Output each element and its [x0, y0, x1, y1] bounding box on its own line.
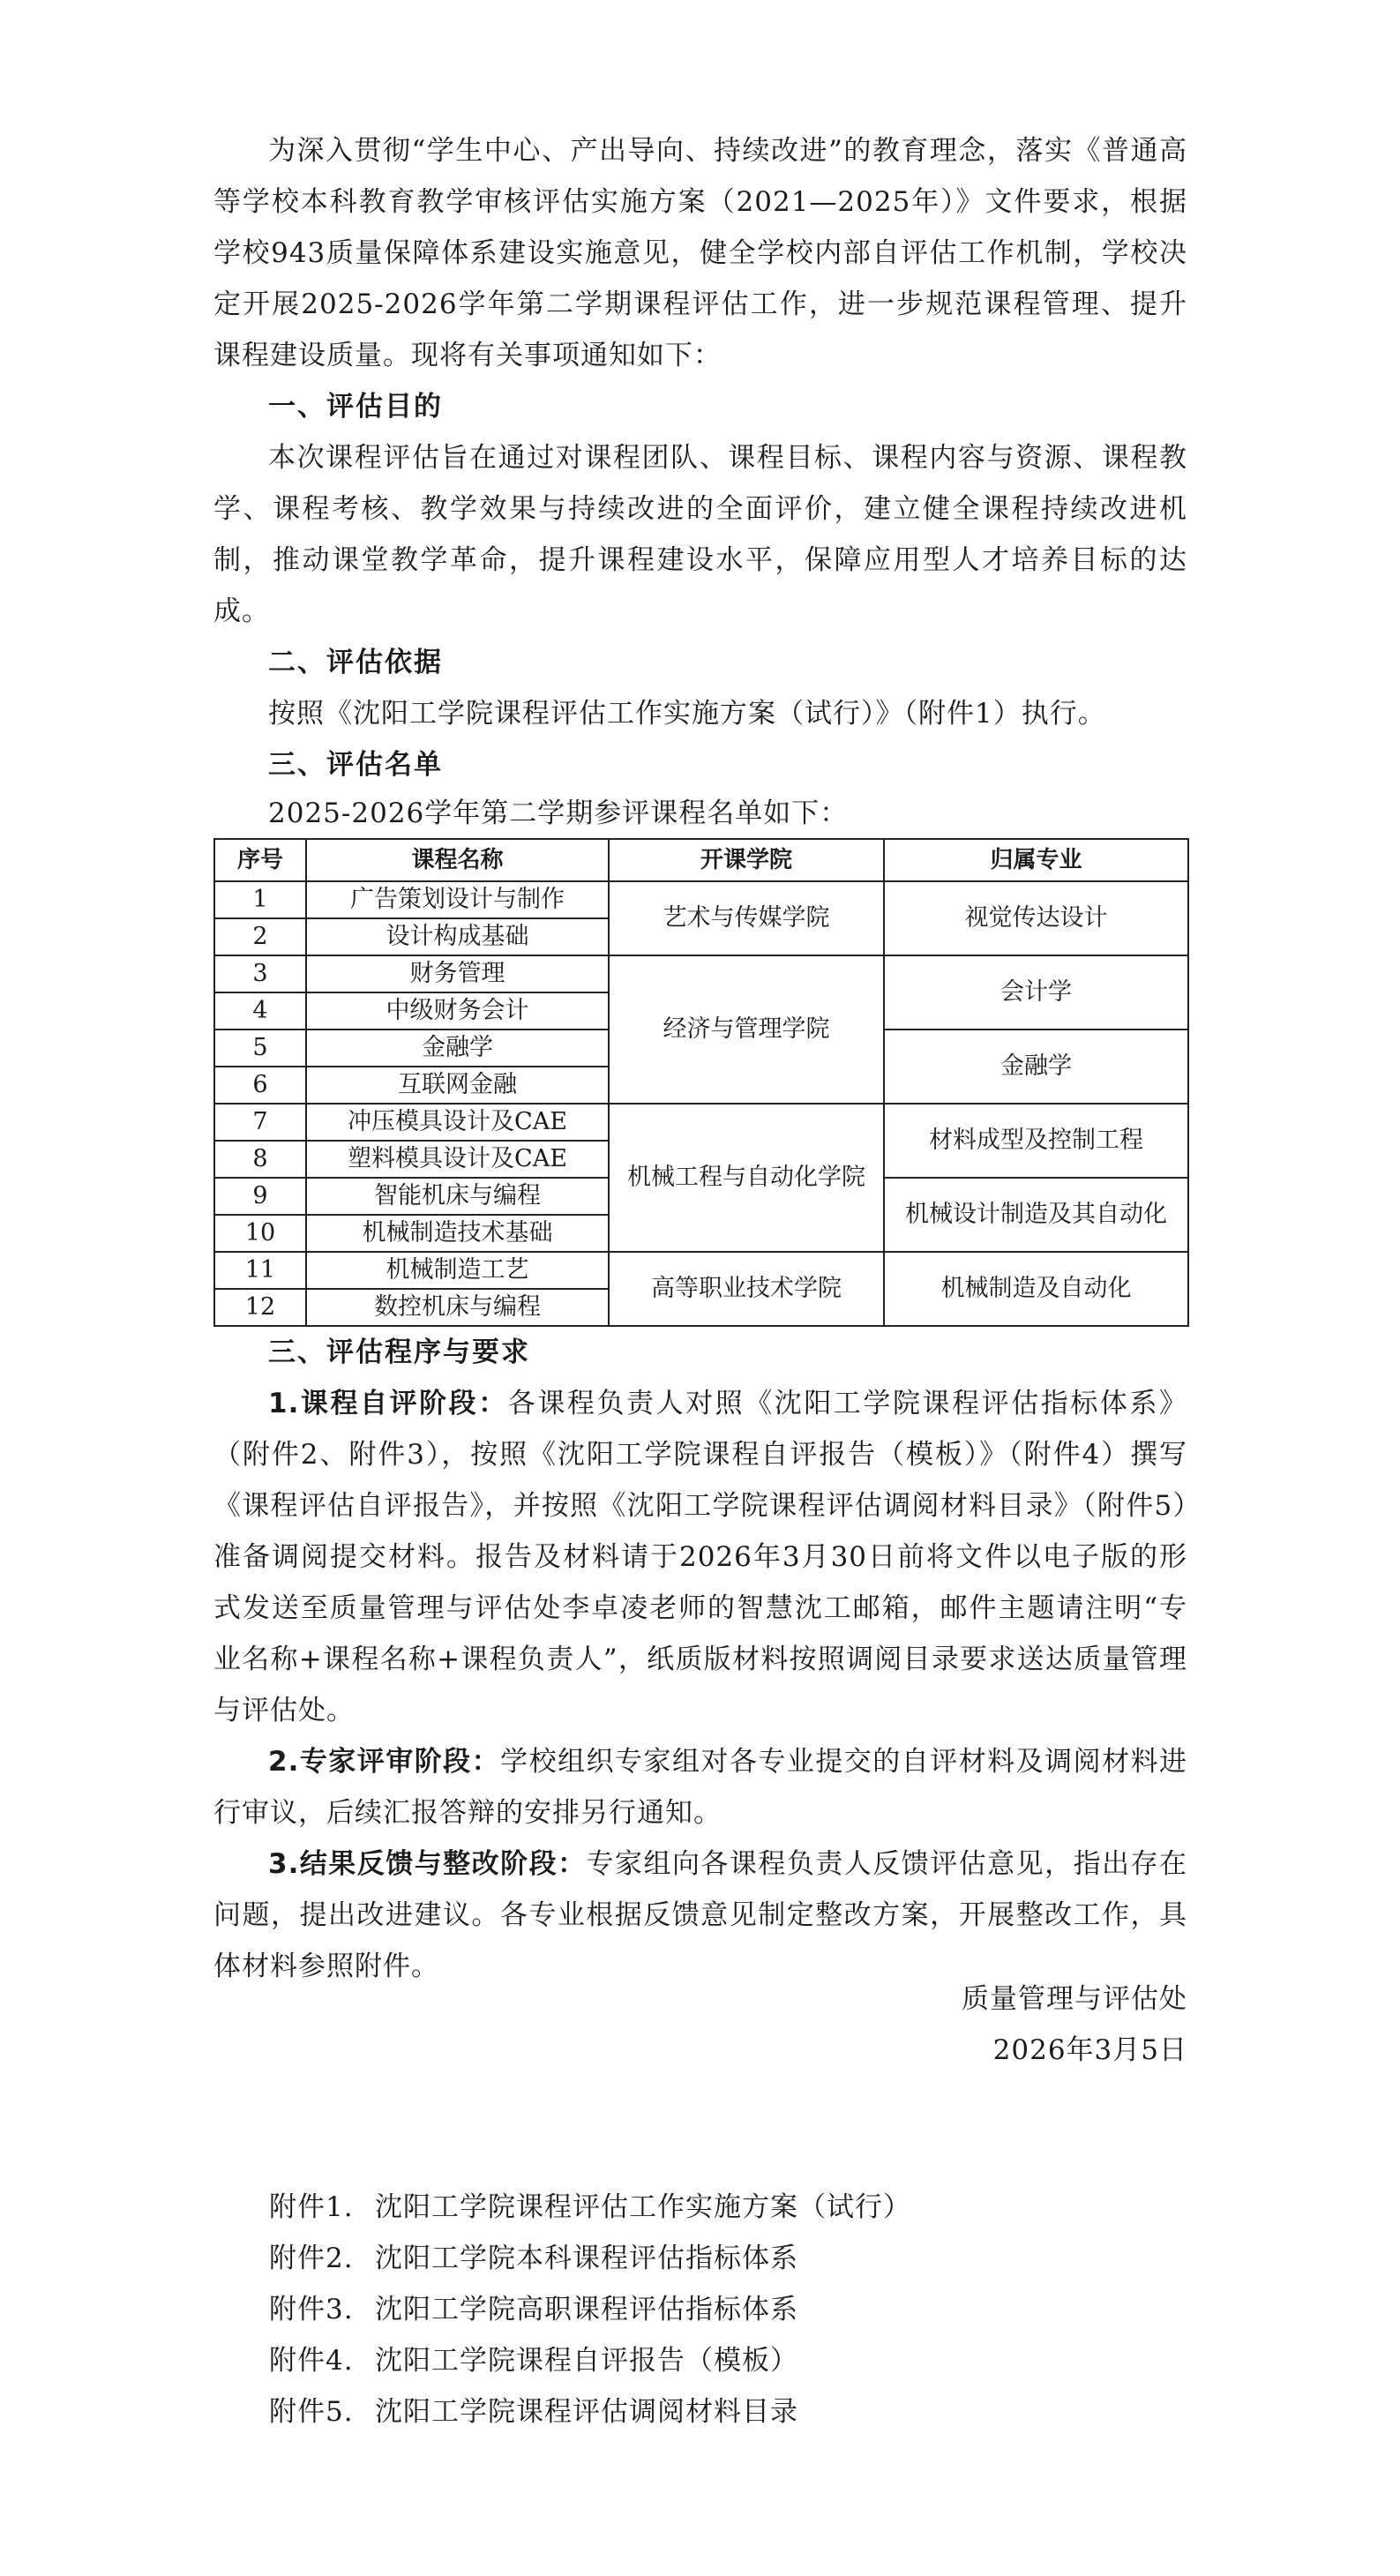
step-text: 各课程负责人对照《沈阳工学院课程评估指标体系》（附件2、附件3），按照《沈阳工学院课程自评报告（模板）》（附件4）撰写《课程评估自评报告》，并按照《沈阳工学院课程评估调阅材料目录》（附件5）准备调阅提交材料。报告及材料请于2026年3月30日前将文件以电子版的形式发送至质量管理与评估处李卓凌老师的智慧沈工邮箱，邮件主题请注明“专业名称+课程名称+课程负责人”，纸质版材料按照调阅目录要求送达质量管理与评估处。 — [213, 1388, 1187, 1726]
cell-no: 2 — [214, 918, 306, 955]
cell-course: 广告策划设计与制作 — [306, 881, 609, 918]
cell-course: 互联网金融 — [306, 1067, 609, 1104]
table-header-row — [214, 839, 1188, 881]
attachment-list — [269, 2182, 1063, 2437]
step-title: 1.课程自评阶段： — [268, 1388, 508, 1419]
attachment-item — [269, 2182, 1063, 2233]
signature-dept: 质量管理与评估处 — [962, 1983, 1187, 2015]
section-heading-list: 三、评估名单 — [268, 749, 443, 781]
cell-no: 4 — [214, 992, 306, 1030]
cell-no: 3 — [214, 955, 306, 992]
cell-major: 机械设计制造及其自动化 — [884, 1178, 1188, 1252]
cell-course: 中级财务会计 — [306, 992, 609, 1030]
notice-body — [213, 125, 1187, 1992]
step-title: 2.专家评审阶段： — [268, 1746, 501, 1778]
step-title: 3.结果反馈与整改阶段： — [268, 1848, 587, 1880]
table-row — [214, 955, 1188, 992]
header-course: 课程名称 — [306, 839, 609, 881]
table-row — [214, 1252, 1188, 1289]
cell-no: 7 — [214, 1104, 306, 1141]
attachment-label: 附件3. — [269, 2294, 354, 2325]
attachment-title: 沈阳工学院本科课程评估指标体系 — [375, 2243, 798, 2274]
step-paragraph-expert-review — [213, 1736, 1187, 1838]
course-table — [213, 838, 1189, 1327]
cell-course: 塑料模具设计及CAE — [306, 1141, 609, 1178]
cell-no: 8 — [214, 1141, 306, 1178]
cell-college: 机械工程与自动化学院 — [609, 1104, 884, 1252]
attachment-title: 沈阳工学院高职课程评估指标体系 — [375, 2294, 798, 2325]
section-heading-purpose: 一、评估目的 — [268, 391, 443, 423]
cell-course: 机械制造工艺 — [306, 1252, 609, 1289]
step-paragraph-feedback — [213, 1838, 1187, 1992]
section-heading-basis: 二、评估依据 — [268, 647, 443, 678]
cell-major: 会计学 — [884, 955, 1188, 1030]
signature-date: 2026年3月5日 — [992, 2034, 1187, 2066]
cell-course: 数控机床与编程 — [306, 1289, 609, 1326]
attachment-item — [269, 2284, 1063, 2335]
step-text: 专家组向各课程负责人反馈评估意见，指出存在问题，提出改进建议。各专业根据反馈意见制定整改方案，开展整改工作，具体材料参照附件。 — [213, 1848, 1187, 1982]
step-text: 学校组织专家组对各专业提交的自评材料及调阅材料进行审议，后续汇报答辩的安排另行通知。 — [213, 1746, 1187, 1829]
attachment-title: 沈阳工学院课程评估调阅材料目录 — [375, 2396, 798, 2428]
cell-major: 材料成型及控制工程 — [884, 1104, 1188, 1178]
cell-college: 高等职业技术学院 — [609, 1252, 884, 1326]
attachment-label: 附件5. — [269, 2396, 354, 2428]
attachment-item — [269, 2386, 1063, 2437]
cell-course: 冲压模具设计及CAE — [306, 1104, 609, 1141]
header-college: 开课学院 — [609, 839, 884, 881]
basis-paragraph: 按照《沈阳工学院课程评估工作实施方案（试行）》（附件1）执行。 — [268, 698, 1106, 730]
step-paragraph-self-evaluation — [213, 1378, 1187, 1736]
cell-no: 10 — [214, 1215, 306, 1252]
attachment-label: 附件4. — [269, 2345, 354, 2377]
cell-course: 财务管理 — [306, 955, 609, 992]
cell-no: 12 — [214, 1289, 306, 1326]
attachment-item — [269, 2335, 1063, 2386]
attachment-title: 沈阳工学院课程评估工作实施方案（试行） — [375, 2191, 911, 2223]
cell-college: 经济与管理学院 — [609, 955, 884, 1104]
cell-no: 11 — [214, 1252, 306, 1289]
cell-course: 金融学 — [306, 1030, 609, 1067]
table-intro: 2025-2026学年第二学期参评课程名单如下： — [268, 798, 849, 829]
cell-no: 1 — [214, 881, 306, 918]
header-no: 序号 — [214, 839, 306, 881]
intro-paragraph: 为深入贯彻“学生中心、产出导向、持续改进”的教育理念，落实《普通高等学校本科教育教学审核评估实施方案（2021—2025年）》文件要求，根据学校943质量保障体系建设实施意见，健全学校内部自评估工作机制，学校决定开展2025-2026学年第二学期课程评估工作，进一步规范课程管理、提升课程建设质量。现将有关事项通知如下： — [213, 135, 1187, 371]
cell-no: 6 — [214, 1067, 306, 1104]
header-major: 归属专业 — [884, 839, 1188, 881]
table-row — [214, 1104, 1188, 1141]
cell-no: 9 — [214, 1178, 306, 1215]
cell-college: 艺术与传媒学院 — [609, 881, 884, 955]
cell-course: 设计构成基础 — [306, 918, 609, 955]
attachment-title: 沈阳工学院课程自评报告（模板） — [375, 2345, 798, 2377]
attachment-item — [269, 2233, 1063, 2284]
cell-major: 金融学 — [884, 1030, 1188, 1104]
table-row — [214, 881, 1188, 918]
purpose-paragraph: 本次课程评估旨在通过对课程团队、课程目标、课程内容与资源、课程教学、课程考核、教学效果与持续改进的全面评价，建立健全课程持续改进机制，推动课堂教学革命，提升课程建设水平，保障应用型人才培养目标的达成。 — [213, 442, 1187, 627]
cell-no: 5 — [214, 1030, 306, 1067]
attachment-label: 附件1. — [269, 2191, 354, 2223]
cell-major: 机械制造及自动化 — [884, 1252, 1188, 1326]
cell-major: 视觉传达设计 — [884, 881, 1188, 955]
cell-course: 智能机床与编程 — [306, 1178, 609, 1215]
attachment-label: 附件2. — [269, 2243, 354, 2274]
cell-course: 机械制造技术基础 — [306, 1215, 609, 1252]
section-heading-procedure: 三、评估程序与要求 — [268, 1337, 530, 1368]
